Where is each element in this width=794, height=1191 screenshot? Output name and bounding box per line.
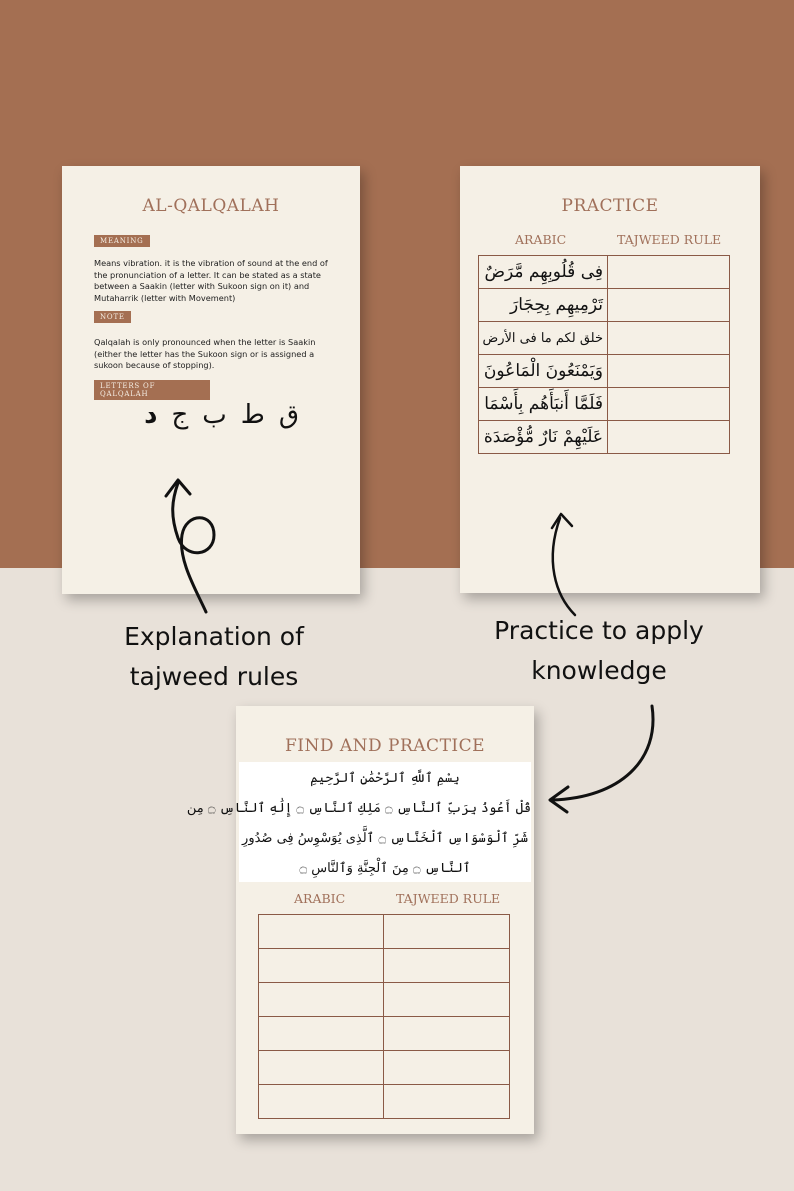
- column-header-arabic: ARABIC: [515, 232, 567, 247]
- card-title: FIND AND PRACTICE: [284, 736, 486, 756]
- letter-dal: د: [144, 400, 158, 430]
- arabic-cell: عَلَيْهِمْ نَارٌ مُّؤْصَدَة: [479, 421, 608, 454]
- quran-line: بِسْمِ ٱللَّهِ ٱلرَّحْمَٰنِ ٱلرَّحِيمِ: [310, 771, 460, 786]
- letter-baa: ب: [202, 400, 227, 430]
- arabic-cell: خلق لكم ما فى الأرض: [479, 322, 608, 355]
- column-header-tajweed-rule: TAJWEED RULE: [617, 232, 722, 247]
- column-header-arabic: ARABIC: [294, 891, 346, 906]
- meaning-text: Means vibration. it is the vibration of sound at the end of the pronunciation of a letter. It can be stated as a state between a Saakin (letter with Sukoon sign on it) and Mutaharrik (letter with Movement): [94, 258, 328, 303]
- note-text: Qalqalah is only pronounced when the letter is Saakin (either the letter has the Sukoon sign or is assigned a sukoon because of stopping).: [94, 337, 316, 370]
- letter-qaf: ق: [278, 400, 299, 430]
- card-title: AL-QALQALAH: [142, 196, 280, 216]
- caption-line: knowledge: [531, 656, 667, 685]
- quran-line: ٱلنَّاسِ ۝ مِنَ ٱلْجِنَّةِ وَٱلنَّاسِ ۝: [299, 861, 471, 876]
- caption-line: tajweed rules: [129, 662, 299, 691]
- letter-taa: ط: [240, 400, 265, 430]
- arabic-cell: تَرْمِيهِم بِحِجَارَ: [479, 289, 608, 322]
- quran-line: شَرِّ ٱلْوَسْوَاسِ ٱلْخَنَّاسِ ۝ ٱلَّذِى يُوَسْوِسُ فِى صُدُورِ: [242, 831, 528, 846]
- caption-explanation: [96, 617, 332, 697]
- note-label: NOTE: [94, 311, 131, 323]
- letter-jeem: ج: [171, 400, 189, 430]
- card-title: PRACTICE: [561, 196, 659, 216]
- letters-label: LETTERS OF QALQALAH: [94, 380, 210, 400]
- column-header-tajweed-rule: TAJWEED RULE: [396, 891, 501, 906]
- caption-line: Practice to apply: [494, 616, 704, 645]
- caption-line: Explanation of: [124, 622, 304, 651]
- arabic-cell: فِى قُلُوبِهِم مَّرَضٌ: [479, 256, 608, 289]
- arabic-cell: فَلَمَّا أَنبَأَهُم بِأَسْمَا: [479, 388, 608, 421]
- caption-practice: [468, 611, 730, 691]
- meaning-label: MEANING: [94, 235, 150, 247]
- arabic-cell: وَيَمْنَعُونَ الْمَاعُونَ: [479, 355, 608, 388]
- quran-line: قُلْ أَعُوذُ بِرَبِّ ٱلنَّاسِ ۝ مَلِكِ ٱلنَّاسِ ۝ إِلَٰهِ ٱلنَّاسِ ۝ مِن: [186, 801, 531, 816]
